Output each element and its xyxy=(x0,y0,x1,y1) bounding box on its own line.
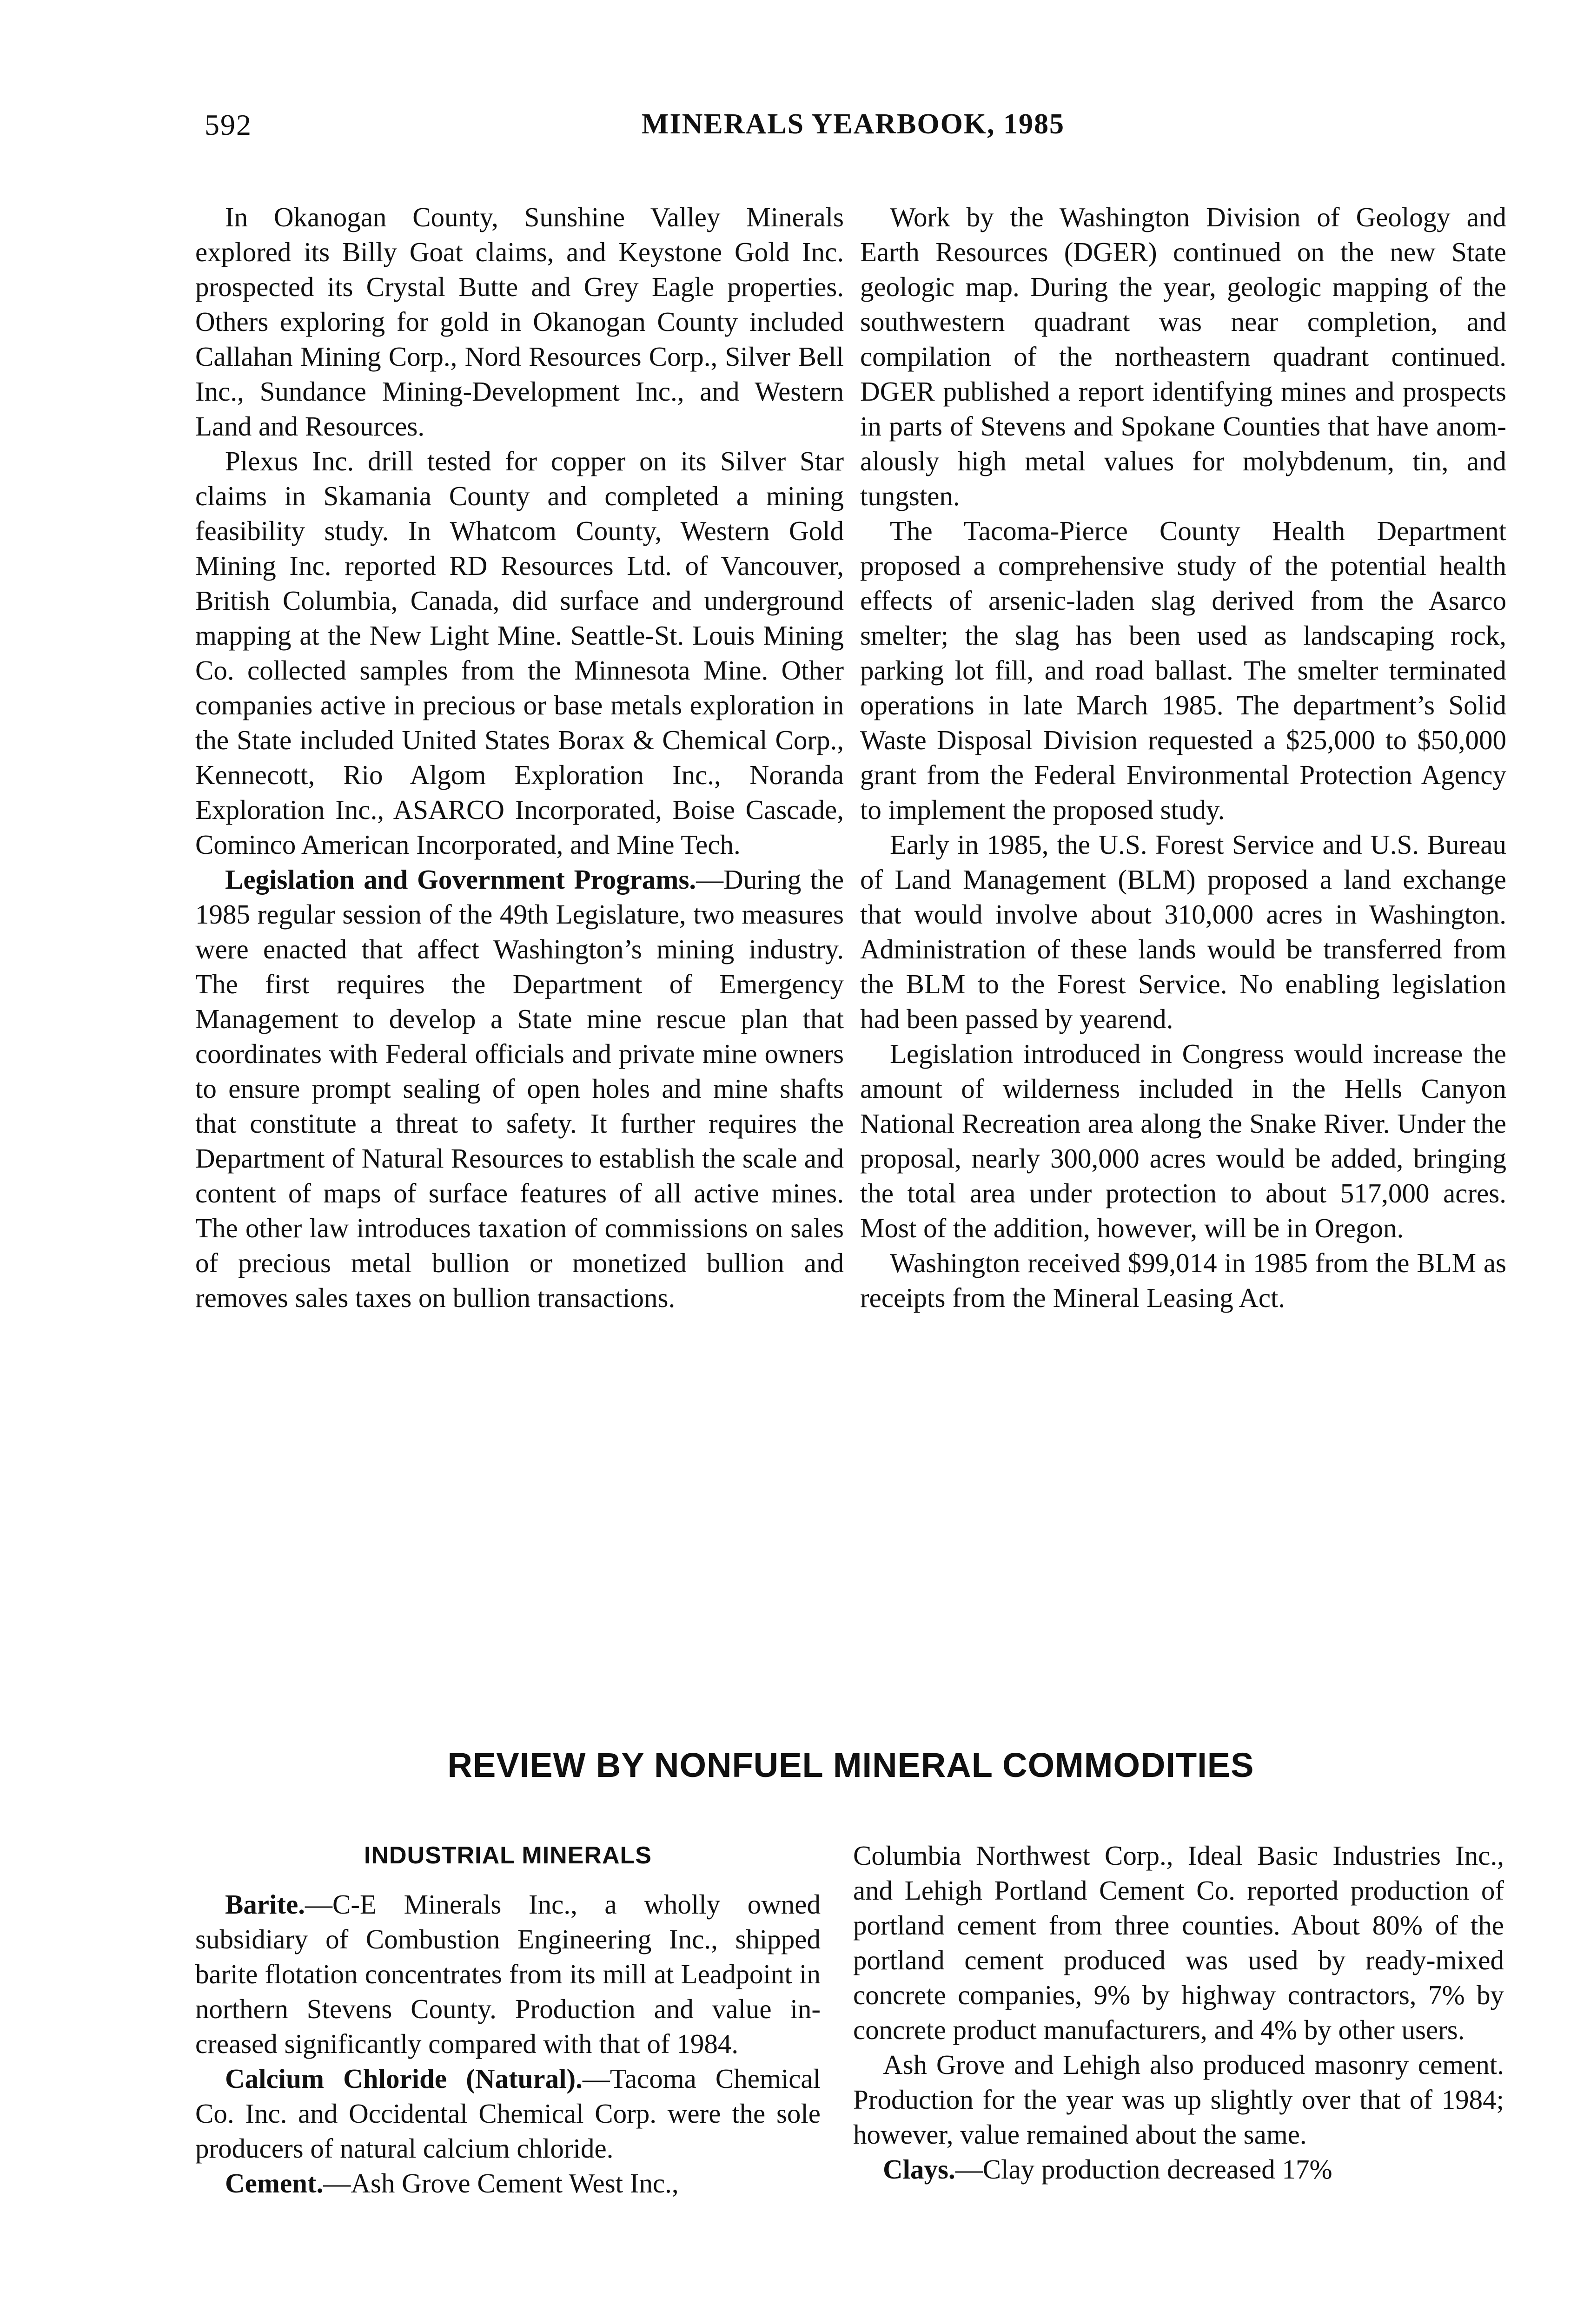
bottom-right-column xyxy=(853,1838,1504,2187)
paragraph-text: Ash Grove and Lehigh also produced masonry cement. Production for the year was up slightly over that of 1984; however, value remained about the same. xyxy=(853,2049,1504,2150)
paragraph xyxy=(860,200,1506,514)
paragraph xyxy=(860,514,1506,827)
paragraph-text: —Ash Grove Cement West Inc., xyxy=(323,2168,679,2199)
paragraph-text: —Tacoma Chemical Co. Inc. and Occidental Chemical Corp. were the sole producers of natural calcium chloride. xyxy=(195,2063,821,2164)
paragraph xyxy=(195,200,844,444)
paragraph xyxy=(860,1037,1506,1246)
run-in-heading: Clays. xyxy=(883,2154,955,2185)
running-head xyxy=(205,108,1502,145)
paragraph xyxy=(853,1838,1504,2047)
run-in-heading: Calcium Chloride (Natural). xyxy=(225,2063,583,2094)
section-title: REVIEW BY NONFUEL MINERAL COMMODITIES xyxy=(447,1746,1254,1784)
top-left-column xyxy=(195,200,844,1315)
run-in-heading: Barite. xyxy=(225,1889,305,1920)
paragraph-text: In Okanogan County, Sunshine Valley Minerals explored its Billy Goat claims, and Keystone Gold Inc. prospected its Crystal Butte and Grey Eagle properties. Others exploring for gold in Okanogan County included Callahan Mining Corp., Nord Resources Corp., Silver Bell Inc., Sundance Mining-Development Inc., and Western Land and Resources. xyxy=(195,202,844,442)
paragraph-text: Washington received $99,014 in 1985 from the BLM as receipts from the Mineral Leasing Act. xyxy=(860,1248,1506,1313)
paragraph xyxy=(860,827,1506,1037)
paragraph xyxy=(195,862,844,1315)
paragraph xyxy=(195,2166,821,2201)
paragraph-text: Legislation introduced in Congress would increase the amount of wilderness included in the Hells Canyon National Recreation area along the Snake River. Under the proposal, nearly 300,000 acres would be added, bringing the total area under protection to about 517,000 acres. Most of the addition, however, will be in Oregon. xyxy=(860,1038,1506,1243)
paragraph-text: —C-E Minerals Inc., a wholly owned subsidiary of Combustion Engineering Inc., shipped barite flotation concentrates from its mill at Leadpoint in northern Stevens County. Production and value increased significantly compared with that of 1984. xyxy=(195,1889,821,2059)
paragraph xyxy=(195,444,844,862)
paragraph xyxy=(853,2152,1504,2187)
paragraph xyxy=(195,2061,821,2166)
paragraph-text: Plexus Inc. drill tested for copper on its Silver Star claims in Skamania County and completed a mining feasibility study. In Whatcom County, Western Gold Mining Inc. reported RD Resources Ltd. of Vancouver, British Columbia, Canada, did surface and underground mapping at the New Light Mine. Seattle-St. Louis Mining Co. collected samples from the Minnesota Mine. Other companies active in precious or base metals exploration in the State included United States Borax & Chemical Corp., Kennecott, Rio Algom Exploration Inc., Noranda Exploration Inc., ASARCO Incorporated, Boise Cascade, Cominco American Incorporated, and Mine Tech. xyxy=(195,446,844,860)
running-title: MINERALS YEARBOOK, 1985 xyxy=(641,108,1065,140)
run-in-heading: Cement. xyxy=(225,2168,324,2199)
bottom-left-column xyxy=(195,1838,821,2201)
paragraph xyxy=(860,1246,1506,1315)
paragraph-text: The Tacoma-Pierce County Health Department proposed a comprehensive study of the potential health effects of arsenic-laden slag derived from the Asarco smelter; the slag has been used as landscaping rock, parking lot fill, and road ballast. The smelter terminated operations in late March 1985. The department’s Solid Waste Disposal Division requested a $25,000 to $50,000 grant from the Federal Environmental Protection Agency to implement the proposed study. xyxy=(860,515,1506,825)
paragraph-text: Early in 1985, the U.S. Forest Service and U.S. Bureau of Land Management (BLM) proposed a land exchange that would involve about 310,000 acres in Washington. Administration of these lands would be transferred from the BLM to the Forest Service. No enabling legislation had been passed by yearend. xyxy=(860,829,1506,1034)
page-number: 592 xyxy=(205,108,252,141)
top-right-column xyxy=(860,200,1506,1315)
paragraph xyxy=(853,2047,1504,2152)
subsection-title: INDUSTRIAL MINERALS xyxy=(364,1842,652,1869)
paragraph-text: Work by the Washington Division of Geology and Earth Resources (DGER) continued on the new State geologic map. During the year, geologic mapping of the southwestern quadrant was near completion, and compilation of the northeastern quadrant continued. DGER published a report identifying mines and prospects in parts of Stevens and Spokane Counties that have anomalously high metal values for molybdenum, tin, and tungsten. xyxy=(860,202,1506,511)
run-in-heading: Legislation and Government Programs. xyxy=(225,864,696,895)
paragraph-text: —Clay production decreased 17% xyxy=(955,2154,1332,2185)
paragraph-text: Columbia Northwest Corp., Ideal Basic Industries Inc., and Lehigh Portland Cement Co. reported production of portland cement from three counties. About 80% of the portland cement produced was used by ready-mixed concrete companies, 9% by highway contractors, 7% by concrete product manufacturers, and 4% by other users. xyxy=(853,1840,1504,2045)
paragraph xyxy=(195,1887,821,2061)
paragraph-text: —During the 1985 regular session of the 49th Legislature, two measures were enacted that affect Washington’s mining industry. The first requires the Department of Emergency Management to develop a State mine rescue plan that coordinates with Federal officials and private mine owners to ensure prompt sealing of open holes and mine shafts that constitute a threat to safety. It further requires the Department of Natural Resources to establish the scale and content of maps of surface features of all active mines. The other law introduces taxation of commissions on sales of precious metal bullion or monetized bullion and removes sales taxes on bullion transactions. xyxy=(195,864,844,1313)
